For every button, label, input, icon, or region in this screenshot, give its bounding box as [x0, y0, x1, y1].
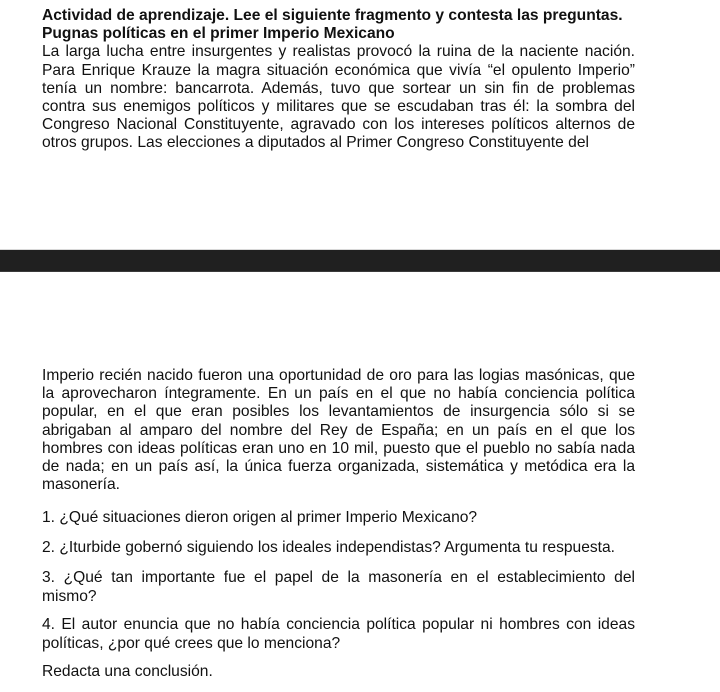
section-title: Pugnas políticas en el primer Imperio Mexicano — [42, 25, 395, 43]
activity-title: Actividad de aprendizaje. Lee el siguiente fragmento y contesta las preguntas. — [42, 7, 623, 24]
page-gap-divider — [0, 249, 720, 272]
text-block-bottom — [42, 367, 635, 494]
paragraph-part-2: Imperio recién nacido fueron una oportunidad de oro para las logias masónicas, que la aprovecharon íntegramente. En un país en el que no había conciencia política popular, en el que eran posibles los levantamientos de insurgencia sólo si se abrigaban al amparo del nombre del Rey de España; en un país en el que los hombres con ideas políticas eran uno en 10 mil, puesto que el pueblo no sabía nada de nada; en un país así, la única fuerza organizada, sistemática y metódica era la masonería. — [42, 367, 635, 494]
document-page-top — [0, 0, 720, 250]
paragraph-part-1: La larga lucha entre insurgentes y realistas provocó la ruina de la naciente nación. Para Enrique Krauze la magra situación económica que vivía “el opulento Imperio” tenía un nombre: bancarrota. Además, tuvo que sortear un sin fin de problemas contra sus enemigos políticos y militares que se escudaban tras él: la sombra del Congreso Nacional Constituyente, agravado con los intereses políticos alternos de otros grupos. Las elecciones a diputados al Primer Congreso Constituyente del — [42, 43, 635, 152]
question-2: 2. ¿Iturbide gobernó siguiendo los ideales independistas? Argumenta tu respuesta. — [42, 539, 616, 556]
question-1: 1. ¿Qué situaciones dieron origen al primer Imperio Mexicano? — [42, 509, 478, 526]
question-3: 3. ¿Qué tan importante fue el papel de la masonería en el establecimiento del mismo? — [42, 569, 635, 605]
conclusion-prompt: Redacta una conclusión. — [42, 663, 213, 680]
question-4: 4. El autor enuncia que no había conciencia política popular ni hombres con ideas políticas, ¿por qué crees que lo menciona? — [42, 616, 635, 652]
text-block-top — [42, 7, 635, 153]
